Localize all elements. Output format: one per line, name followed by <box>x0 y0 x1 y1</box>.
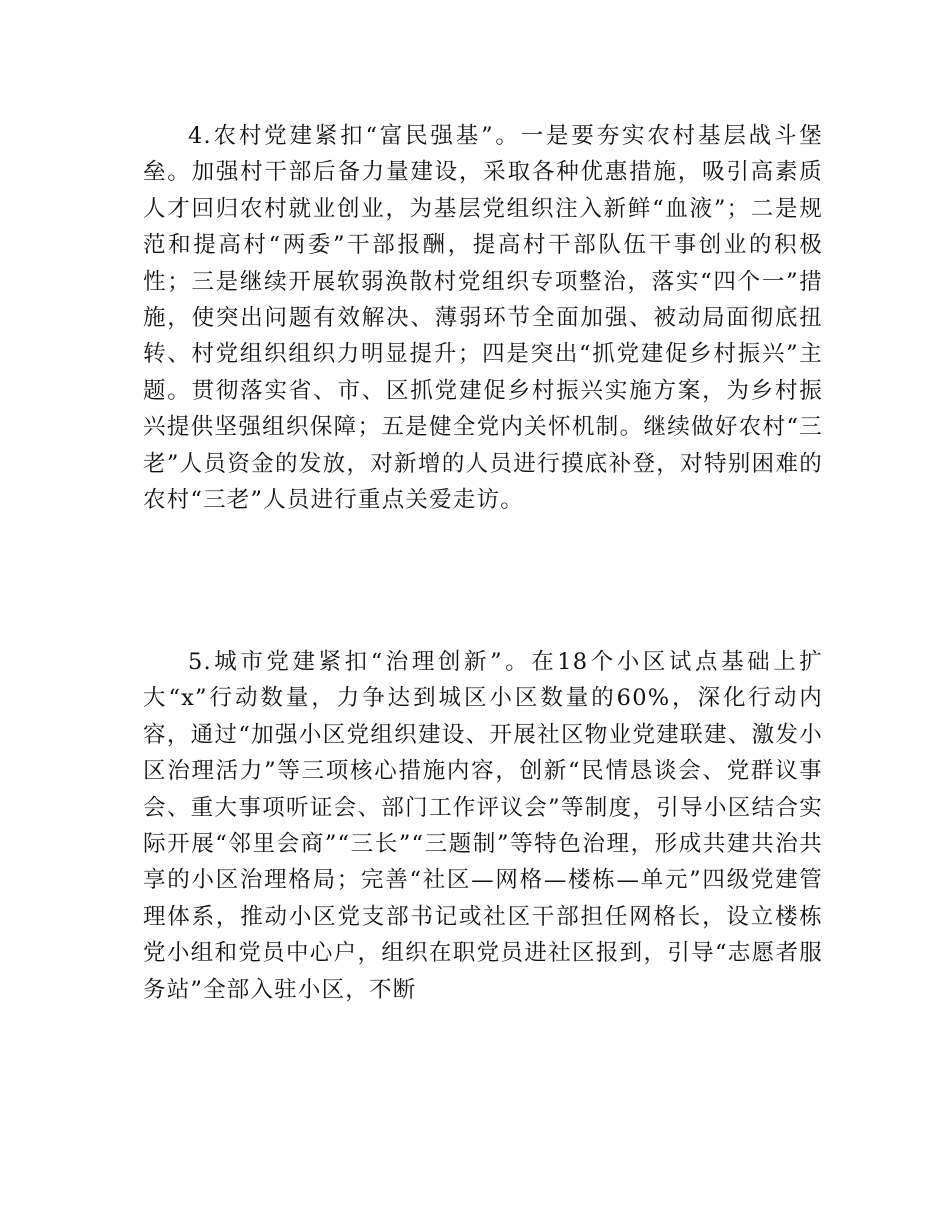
paragraph-rural-party-building: 4.农村党建紧扣“富民强基”。一是要夯实农村基层战斗堡垒。加强村干部后备力量建设，采取各种优惠措施，吸引高素质人才回归农村就业创业，为基层党组织注入新鲜“血液”；二是规范和提高村“两委”干部报酬，提高村干部队伍干事创业的积极性；三是继续开展软弱涣散村党组织专项整治，落实“四个一”措施，使突出问题有效解决、薄弱环节全面加强、被动局面彻底扭转、村党组织组织力明显提升；四是突出“抓党建促乡村振兴”主题。贯彻落实省、市、区抓党建促乡村振兴实施方案，为乡村振兴提供坚强组织保障；五是健全党内关怀机制。继续做好农村“三老”人员资金的发放，对新增的人员进行摸底补登，对特别困难的农村“三老”人员进行重点关爱走访。 <box>143 123 823 514</box>
paragraph-urban-party-building: 5.城市党建紧扣“治理创新”。在18个小区试点基础上扩大“x”行动数量，力争达到城区小区数量的60%，深化行动内容，通过“加强小区党组织建设、开展社区物业党建联建、激发小区治理活力”等三项核心措施内容，创新“民情恳谈会、党群议事会、重大事项听证会、部门工作评议会”等制度，引导小区结合实际开展“邻里会商”“三长”“三题制”等特色治理，形成共建共治共享的小区治理格局；完善“社区—网格—楼栋—单元”四级党建管理体系，推动小区党支部书记或社区干部担任网格长，设立楼栋党小组和党员中心户，组织在职党员进社区报到，引导“志愿者服务站”全部入驻小区，不断 <box>143 649 823 1003</box>
